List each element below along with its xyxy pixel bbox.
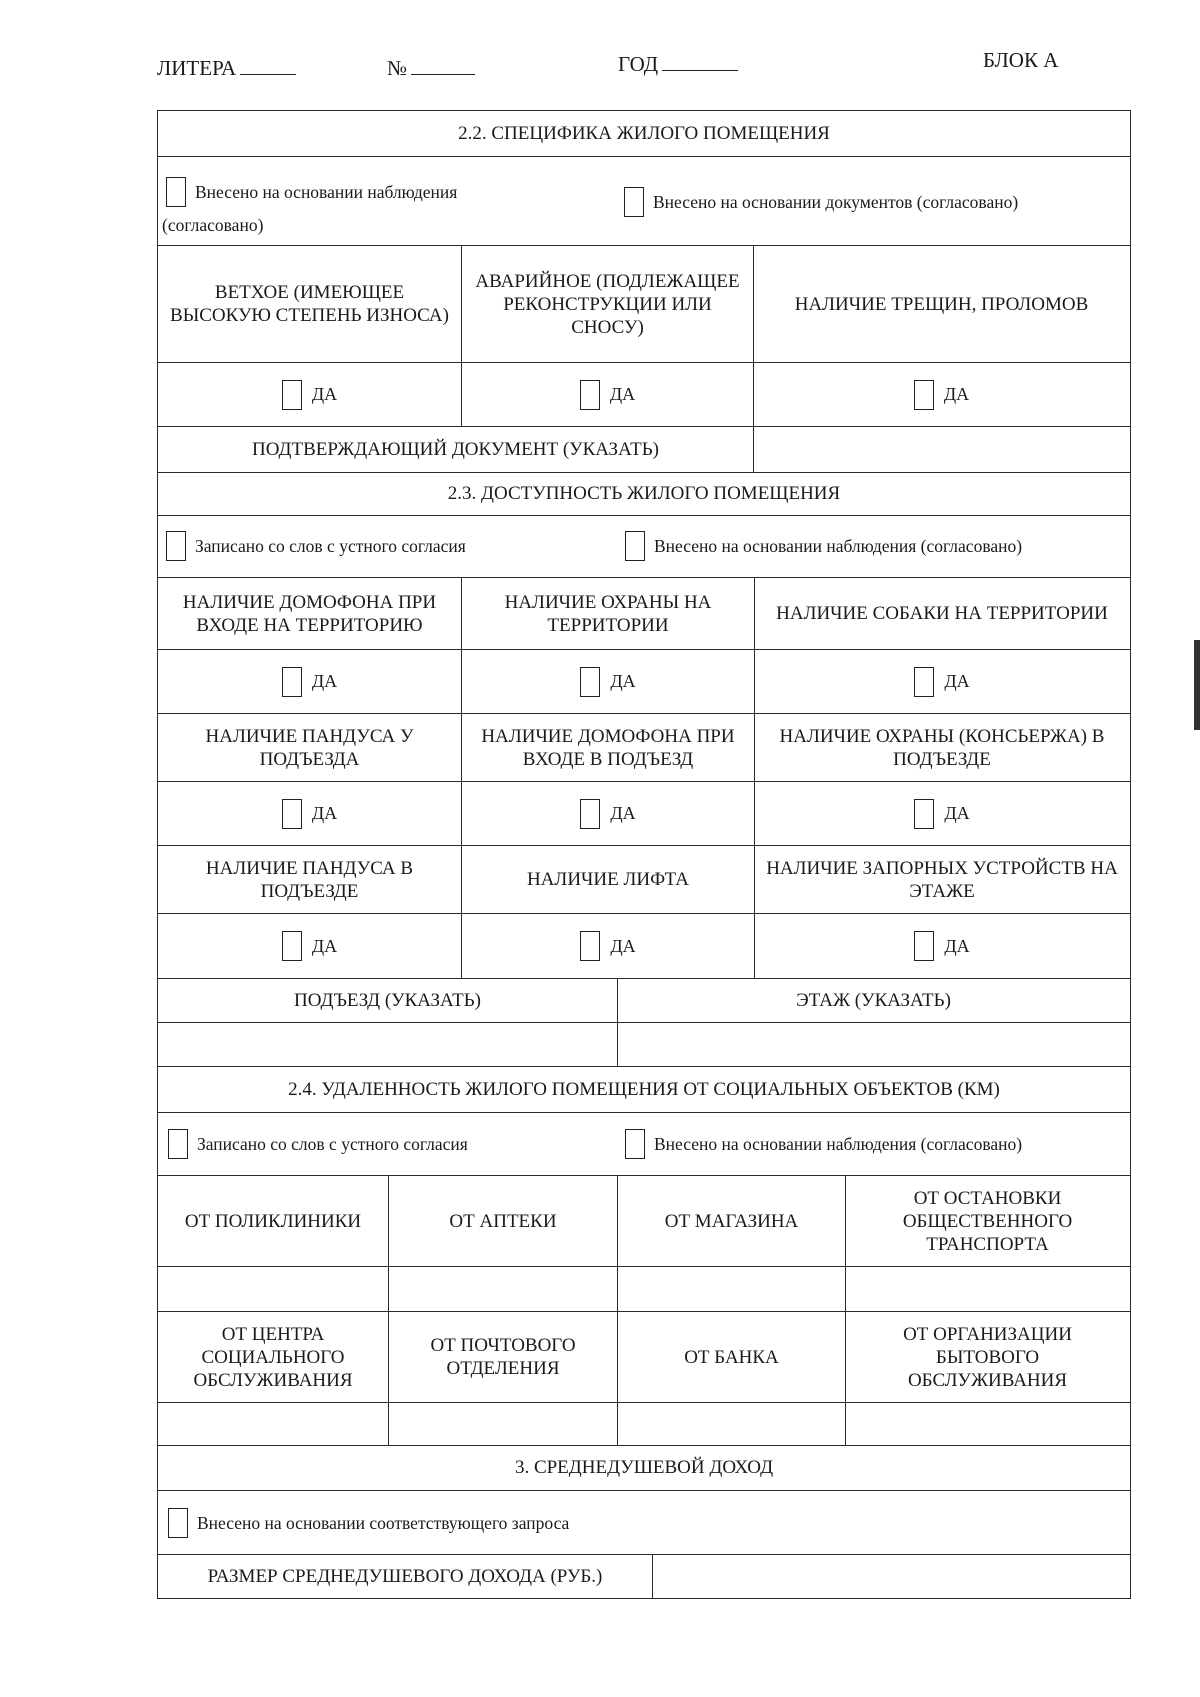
yes-label: ДА xyxy=(944,935,970,956)
s23-yes-row-1 xyxy=(157,650,1131,714)
s23-yes-3-1[interactable] xyxy=(158,914,461,978)
block-label: БЛОК А xyxy=(983,48,1059,72)
s23-head-1-3: НАЛИЧИЕ СОБАКИ НА ТЕРРИТОРИИ xyxy=(754,578,1129,649)
s24-head-2-2: ОТ ПОЧТОВОГО ОТДЕЛЕНИЯ xyxy=(388,1312,617,1402)
s23-floor-label: ЭТАЖ (УКАЗАТЬ) xyxy=(617,979,1129,1022)
s23-head-3-2: НАЛИЧИЕ ЛИФТА xyxy=(461,846,754,913)
checkbox[interactable] xyxy=(580,931,600,961)
s23-title: 2.3. ДОСТУПНОСТЬ ЖИЛОГО ПОМЕЩЕНИЯ xyxy=(447,483,841,504)
s23-yes-2-1[interactable] xyxy=(158,782,461,845)
s24-value-2-4[interactable] xyxy=(845,1403,1129,1445)
s3-title: 3. СРЕДНЕДУШЕВОЙ ДОХОД xyxy=(514,1457,774,1478)
s24-value-1-3[interactable] xyxy=(617,1267,845,1311)
year-blank[interactable] xyxy=(662,52,738,71)
s24-head-1-4: ОТ ОСТАНОВКИ ОБЩЕСТВЕННОГО ТРАНСПОРТА xyxy=(845,1176,1129,1266)
s22-head-1: ВЕТХОЕ (ИМЕЮЩЕЕ ВЫСОКУЮ СТЕПЕНЬ ИЗНОСА) xyxy=(170,282,449,326)
number-field xyxy=(387,56,475,81)
yes-label: ДА xyxy=(609,384,636,404)
s24-value-row-1 xyxy=(157,1267,1131,1312)
s23-title-row xyxy=(157,473,1131,516)
s24-head-1-1: ОТ ПОЛИКЛИНИКИ xyxy=(184,1210,362,1232)
s24-value-1-1[interactable] xyxy=(158,1267,388,1311)
checkbox[interactable] xyxy=(282,799,302,829)
s24-head-row-1 xyxy=(157,1176,1131,1267)
checkbox[interactable] xyxy=(580,799,600,829)
s24-value-2-3[interactable] xyxy=(617,1403,845,1445)
s24-head-1-2: ОТ АПТЕКИ xyxy=(388,1176,617,1266)
s24-opt2[interactable] xyxy=(625,1129,1022,1159)
s23-head-1-2: НАЛИЧИЕ ОХРАНЫ НА ТЕРРИТОРИИ xyxy=(461,578,754,649)
s23-entrance-label: ПОДЪЕЗД (УКАЗАТЬ) xyxy=(294,990,481,1011)
s23-yes-row-3 xyxy=(157,914,1131,979)
year-label: ГОД xyxy=(618,52,659,76)
yes-label: ДА xyxy=(610,671,636,691)
s22-head-row xyxy=(157,246,1131,363)
s23-head-2-1: НАЛИЧИЕ ПАНДУСА У ПОДЪЕЗДА xyxy=(205,725,414,770)
yes-label: ДА xyxy=(311,803,338,823)
checkbox[interactable] xyxy=(168,1129,188,1159)
s22-head-2: АВАРИЙНОЕ (ПОДЛЕЖАЩЕЕ РЕКОНСТРУКЦИИ ИЛИ СНОСУ) xyxy=(461,246,753,362)
yes-label: ДА xyxy=(610,803,636,823)
s23-head-row-1 xyxy=(157,578,1131,650)
yes-label: ДА xyxy=(311,384,338,404)
s24-options-row xyxy=(157,1113,1131,1176)
checkbox[interactable] xyxy=(580,380,600,410)
s23-head-row-2 xyxy=(157,714,1131,782)
s23-yes-2-2[interactable] xyxy=(461,782,754,845)
s23-yes-2-3[interactable] xyxy=(754,782,1129,845)
s23-yes-3-3[interactable] xyxy=(754,914,1129,978)
s3-income-value[interactable] xyxy=(652,1555,1129,1598)
s23-yes-1-3[interactable] xyxy=(754,650,1129,713)
s23-head-2-2: НАЛИЧИЕ ДОМОФОНА ПРИ ВХОДЕ В ПОДЪЕЗД xyxy=(461,714,754,781)
s22-opt2[interactable] xyxy=(624,187,1018,217)
checkbox[interactable] xyxy=(168,1508,188,1538)
yes-label: ДА xyxy=(944,803,970,823)
s23-head-2-3: НАЛИЧИЕ ОХРАНЫ (КОНСЬЕРЖА) В ПОДЪЕЗДЕ xyxy=(754,714,1129,781)
s23-head-3-1: НАЛИЧИЕ ПАНДУСА В ПОДЪЕЗДЕ xyxy=(205,857,414,902)
s22-head-3: НАЛИЧИЕ ТРЕЩИН, ПРОЛОМОВ xyxy=(753,246,1129,362)
checkbox[interactable] xyxy=(914,380,934,410)
s23-head-1-1: НАЛИЧИЕ ДОМОФОНА ПРИ ВХОДЕ НА ТЕРРИТОРИЮ xyxy=(182,591,437,636)
s23-head-3-3: НАЛИЧИЕ ЗАПОРНЫХ УСТРОЙСТВ НА ЭТАЖЕ xyxy=(754,846,1129,913)
s24-title: 2.4. УДАЛЕННОСТЬ ЖИЛОГО ПОМЕЩЕНИЯ ОТ СОЦИАЛЬНЫХ ОБЪЕКТОВ (КМ) xyxy=(288,1078,1000,1100)
s22-yes-row xyxy=(157,363,1131,427)
s22-yes-1[interactable] xyxy=(158,363,461,426)
s24-opt2-label: Внесено на основании наблюдения (согласовано) xyxy=(654,1133,1023,1154)
s23-floor-value[interactable] xyxy=(617,1023,1129,1066)
s22-doc-row xyxy=(157,427,1131,473)
s24-value-1-2[interactable] xyxy=(388,1267,617,1311)
checkbox[interactable] xyxy=(282,667,302,697)
s24-head-2-1: ОТ ЦЕНТРА СОЦИАЛЬНОГО ОБСЛУЖИВАНИЯ xyxy=(193,1323,353,1391)
checkbox[interactable] xyxy=(914,799,934,829)
s23-location-value-row xyxy=(157,1023,1131,1067)
s23-head-row-3 xyxy=(157,846,1131,914)
checkbox[interactable] xyxy=(624,187,644,217)
s22-yes-3[interactable] xyxy=(753,363,1129,426)
checkbox[interactable] xyxy=(914,667,934,697)
s24-value-2-1[interactable] xyxy=(158,1403,388,1445)
s23-entrance-value[interactable] xyxy=(158,1023,617,1066)
s24-head-row-2 xyxy=(157,1312,1131,1403)
checkbox[interactable] xyxy=(166,177,186,207)
s22-opt1-cont: (согласовано) xyxy=(162,215,264,235)
litera-field xyxy=(157,56,296,81)
s24-head-2-4: ОТ ОРГАНИЗАЦИИ БЫТОВОГО ОБСЛУЖИВАНИЯ xyxy=(845,1312,1129,1402)
s22-opt2-label: Внесено на основании документов (согласовано) xyxy=(653,191,1019,212)
checkbox[interactable] xyxy=(580,667,600,697)
s24-head-1-3: ОТ МАГАЗИНА xyxy=(617,1176,845,1266)
s24-value-row-2 xyxy=(157,1403,1131,1446)
checkbox[interactable] xyxy=(914,931,934,961)
s23-yes-3-2[interactable] xyxy=(461,914,754,978)
s23-opt2-label: Внесено на основании наблюдения (согласовано) xyxy=(654,535,1023,556)
s3-income-label: РАЗМЕР СРЕДНЕДУШЕВОГО ДОХОДА (РУБ.) xyxy=(207,1566,603,1587)
litera-blank[interactable] xyxy=(240,56,296,75)
s3-income-row xyxy=(157,1555,1131,1599)
s3-opt1[interactable] xyxy=(168,1508,569,1538)
s24-value-1-4[interactable] xyxy=(845,1267,1129,1311)
checkbox[interactable] xyxy=(625,531,645,561)
yes-label: ДА xyxy=(610,935,636,956)
yes-label: ДА xyxy=(311,935,338,956)
number-blank[interactable] xyxy=(411,56,475,75)
checkbox[interactable] xyxy=(282,931,302,961)
checkbox[interactable] xyxy=(166,531,186,561)
year-field xyxy=(618,52,738,77)
s24-opt1-label: Записано со слов с устного согласия xyxy=(197,1133,468,1154)
s23-yes-1-2[interactable] xyxy=(461,650,754,713)
s23-yes-row-2 xyxy=(157,782,1131,846)
checkbox[interactable] xyxy=(625,1129,645,1159)
s23-location-head-row xyxy=(157,979,1131,1023)
yes-label: ДА xyxy=(944,671,970,691)
page-edge-mark xyxy=(1194,640,1200,730)
s22-opt1-label: Внесено на основании наблюдения xyxy=(195,181,458,202)
s22-title: 2.2. СПЕЦИФИКА ЖИЛОГО ПОМЕЩЕНИЯ xyxy=(458,122,830,144)
litera-label: ЛИТЕРА xyxy=(157,56,237,80)
yes-label: ДА xyxy=(311,671,338,691)
s22-title-row xyxy=(157,110,1131,157)
s3-title-row xyxy=(157,1446,1131,1491)
s23-options-row xyxy=(157,516,1131,578)
yes-label: ДА xyxy=(943,384,970,404)
s24-title-row xyxy=(157,1067,1131,1113)
s3-opt1-label: Внесено на основании соответствующего запроса xyxy=(197,1512,570,1533)
s24-head-2-3: ОТ БАНКА xyxy=(617,1312,845,1402)
s23-opt2[interactable] xyxy=(625,531,1022,561)
s24-opt1[interactable] xyxy=(168,1129,468,1159)
s23-opt1[interactable] xyxy=(166,531,466,561)
s24-value-2-2[interactable] xyxy=(388,1403,617,1445)
s23-yes-1-1[interactable] xyxy=(158,650,461,713)
s22-options-row xyxy=(157,157,1131,246)
checkbox[interactable] xyxy=(282,380,302,410)
s3-options-row xyxy=(157,1491,1131,1555)
s22-opt1[interactable] xyxy=(166,177,457,207)
s22-doc-value[interactable] xyxy=(753,427,1129,472)
s23-opt1-label: Записано со слов с устного согласия xyxy=(195,535,466,556)
number-label: № xyxy=(387,56,408,80)
s22-doc-label: ПОДТВЕРЖДАЮЩИЙ ДОКУМЕНТ (УКАЗАТЬ) xyxy=(252,439,659,460)
s22-yes-2[interactable] xyxy=(461,363,753,426)
